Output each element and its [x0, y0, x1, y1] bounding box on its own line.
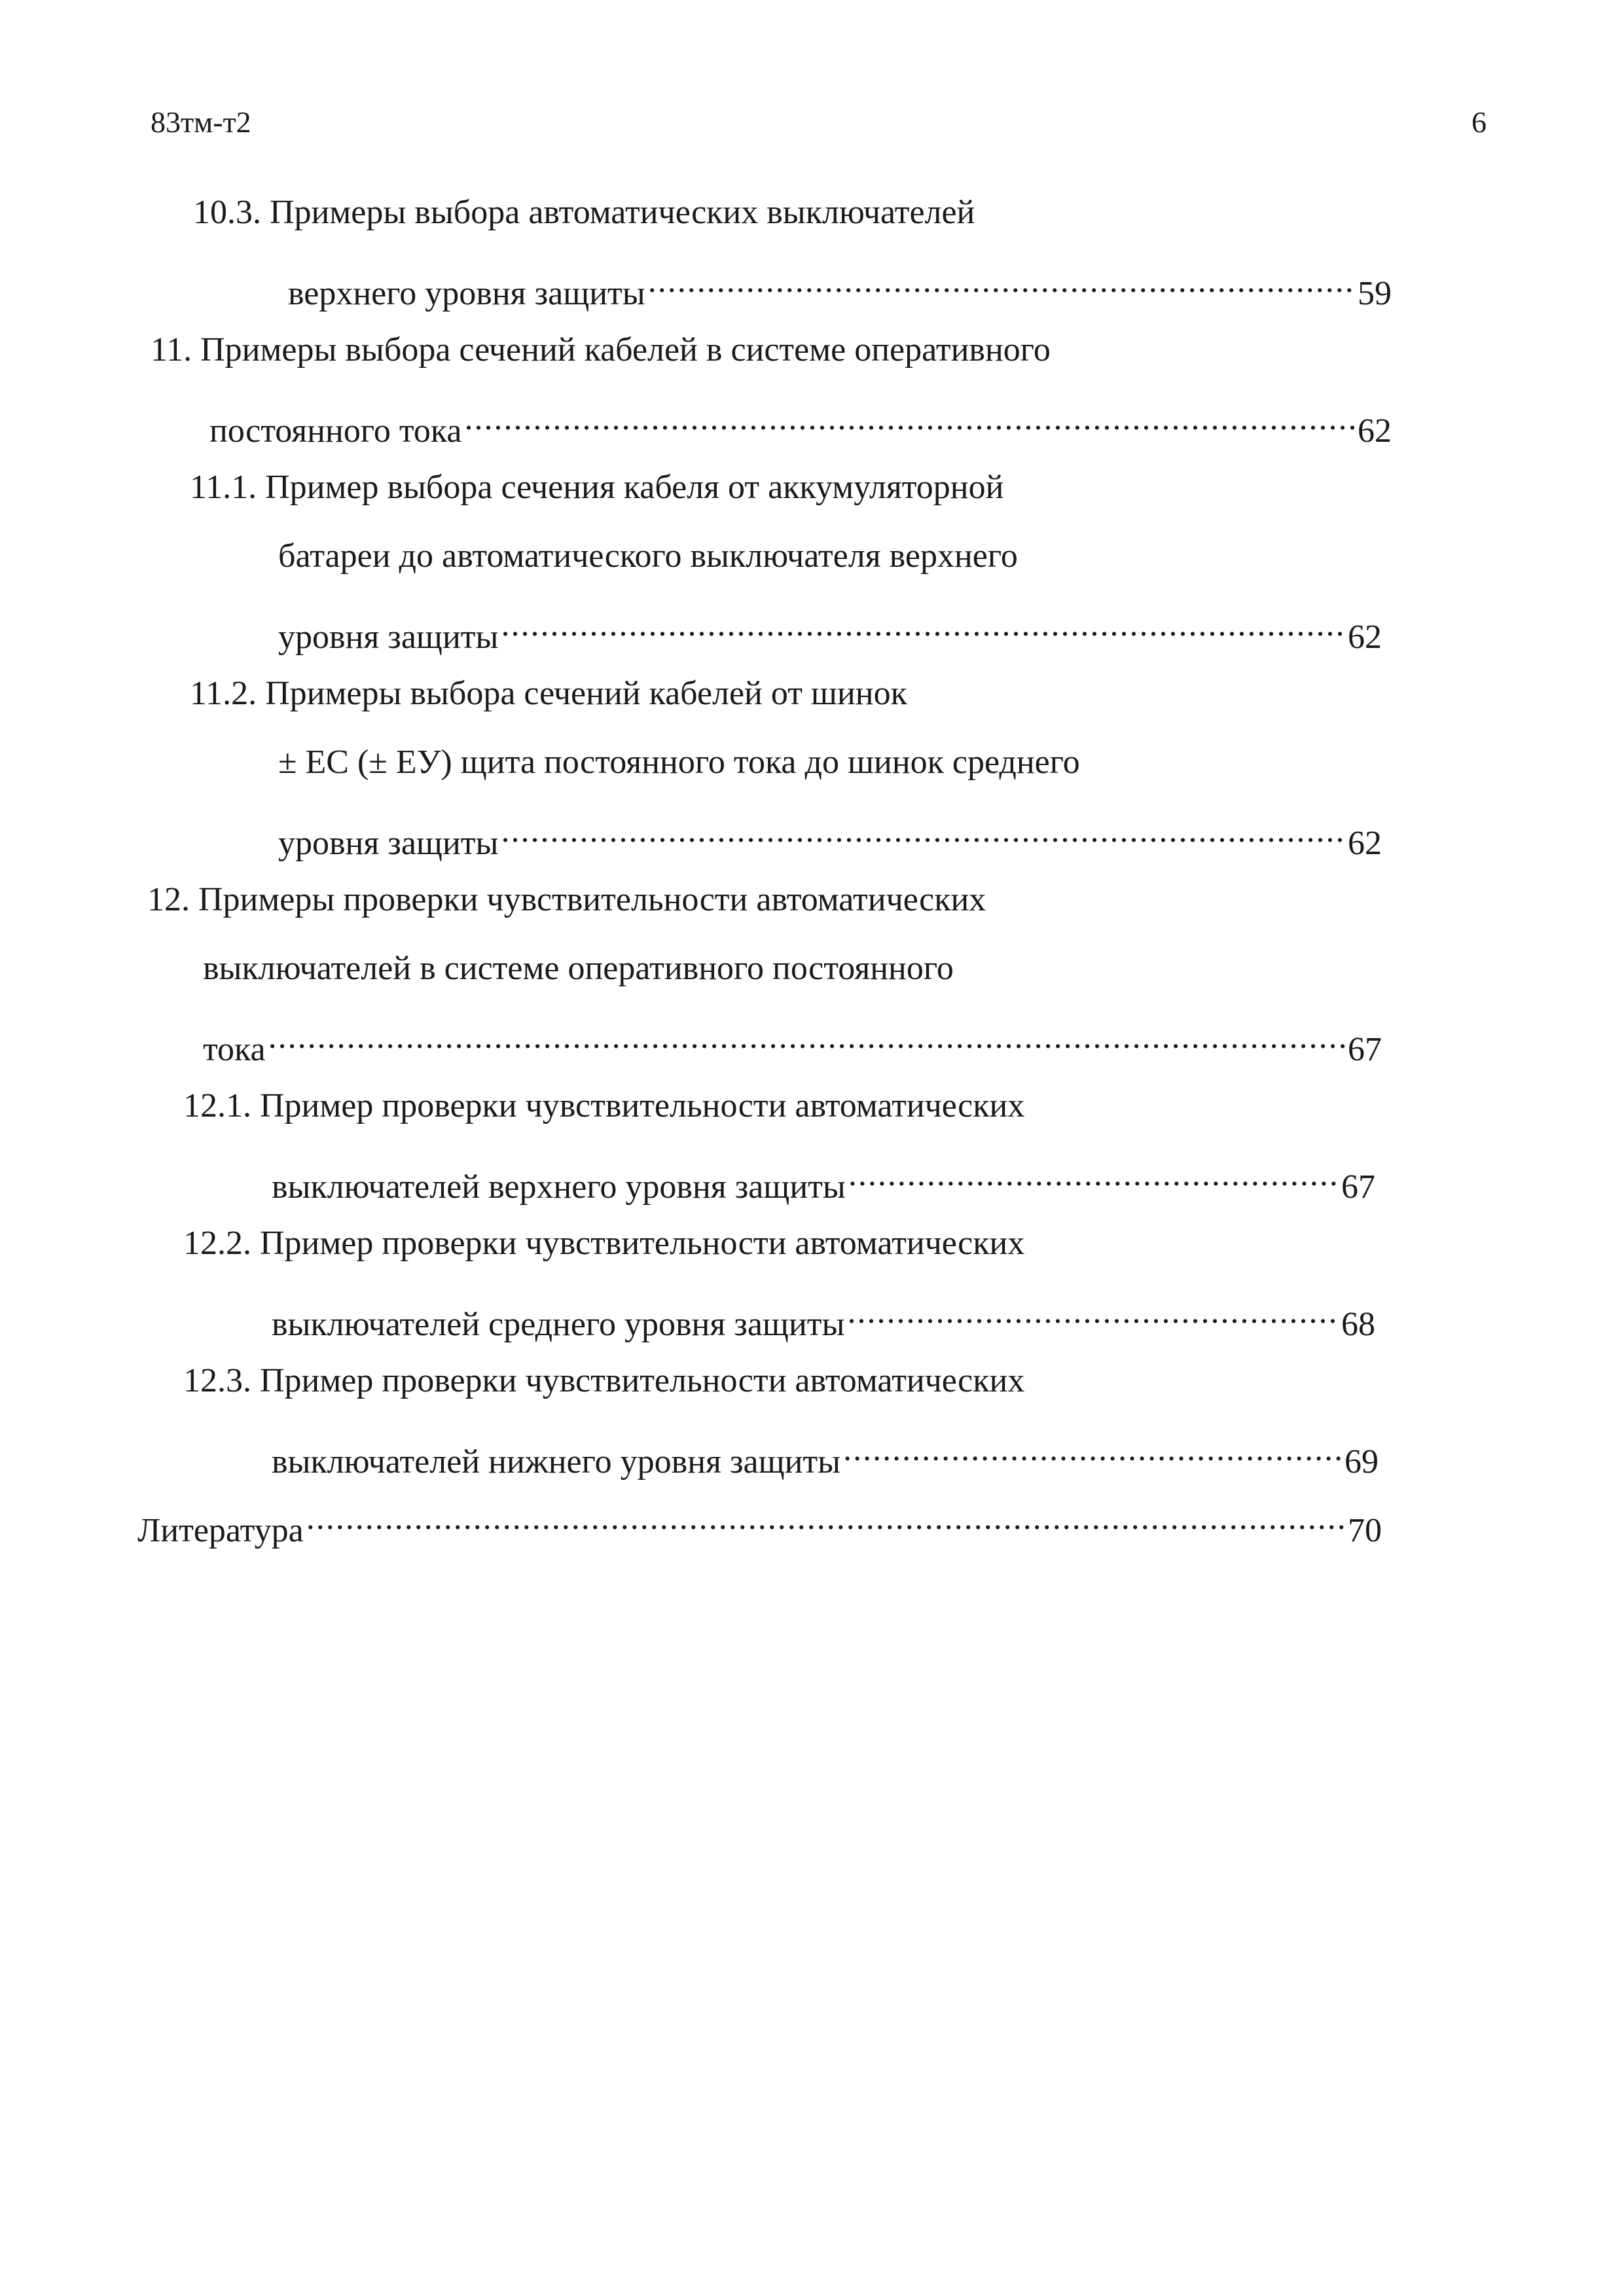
page-header: [151, 105, 1487, 151]
toc-entry-text: 12.3. Пример проверки чувствительности автоматических: [183, 1362, 1025, 1399]
toc-page-number: 62: [1348, 825, 1382, 862]
toc-entry-leader: [272, 1289, 1375, 1343]
toc-entry-text: верхнего уровня защиты: [288, 275, 645, 312]
toc-entry-leader: [209, 396, 1392, 450]
toc-entry-text: 10.3. Примеры выбора автоматических выключателей: [193, 194, 975, 231]
toc-entry-leader: [272, 1152, 1375, 1206]
leader-dots: [268, 1014, 1345, 1060]
toc-page-number: 70: [1348, 1512, 1382, 1549]
leader-dots: [306, 1496, 1345, 1541]
toc-entry-leader: [278, 602, 1382, 656]
toc-entry-text: ± ЕС (± ЕУ) щита постоянного тока до шинок среднего: [278, 744, 1080, 781]
toc-entry-text: уровня защиты: [278, 619, 499, 656]
toc-page-number: 59: [1358, 275, 1392, 312]
toc-entry-text: уровня защиты: [278, 825, 499, 862]
toc-entry-text: тока: [203, 1031, 266, 1068]
toc-entry-leader: [288, 259, 1392, 312]
toc-entry-text: выключателей нижнего уровня защиты: [272, 1443, 841, 1480]
leader-dots: [843, 1427, 1342, 1473]
toc-entry-text: батареи до автоматического выключателя верхнего: [278, 537, 1018, 575]
toc-page-number: 62: [1348, 619, 1382, 656]
toc-entry-text: 12. Примеры проверки чувствительности автоматических: [147, 881, 986, 918]
toc-entry-text: 11.2. Примеры выбора сечений кабелей от шинок: [190, 675, 907, 712]
leader-dots: [501, 602, 1345, 648]
toc-entry-text: выключателей в системе оперативного постоянного: [203, 950, 954, 987]
toc-entry-text: 12.2. Пример проверки чувствительности автоматических: [183, 1225, 1025, 1262]
toc-page-number: 68: [1341, 1306, 1375, 1343]
toc-entry-leader: [272, 1427, 1379, 1480]
toc-entry-leader: [203, 1014, 1382, 1068]
leader-dots: [648, 259, 1355, 304]
toc-page-number: 69: [1344, 1443, 1379, 1480]
toc-entry-text: выключателей верхнего уровня защиты: [272, 1168, 846, 1206]
toc-entry-text: 11.1. Пример выбора сечения кабеля от аккумуляторной: [190, 469, 1004, 506]
toc-entry-text: выключателей среднего уровня защиты: [272, 1306, 845, 1343]
toc-entry-text: постоянного тока: [209, 412, 462, 450]
toc-entry-text: 11. Примеры выбора сечений кабелей в системе оперативного: [151, 331, 1051, 368]
leader-dots: [847, 1289, 1339, 1335]
document-code: 83тм-т2: [151, 105, 251, 139]
leader-dots: [501, 808, 1345, 854]
leader-dots: [848, 1152, 1339, 1198]
toc-entry-leader: [137, 1496, 1382, 1549]
toc-entry-text: Литература: [137, 1512, 304, 1549]
toc-page-number: 67: [1341, 1168, 1375, 1206]
toc-page-number: 62: [1358, 412, 1392, 450]
toc-entry-leader: [278, 808, 1382, 862]
leader-dots: [464, 396, 1355, 442]
toc-page-number: 67: [1348, 1031, 1382, 1068]
toc-entry-text: 12.1. Пример проверки чувствительности автоматических: [183, 1087, 1025, 1124]
page-number: 6: [1471, 105, 1487, 139]
